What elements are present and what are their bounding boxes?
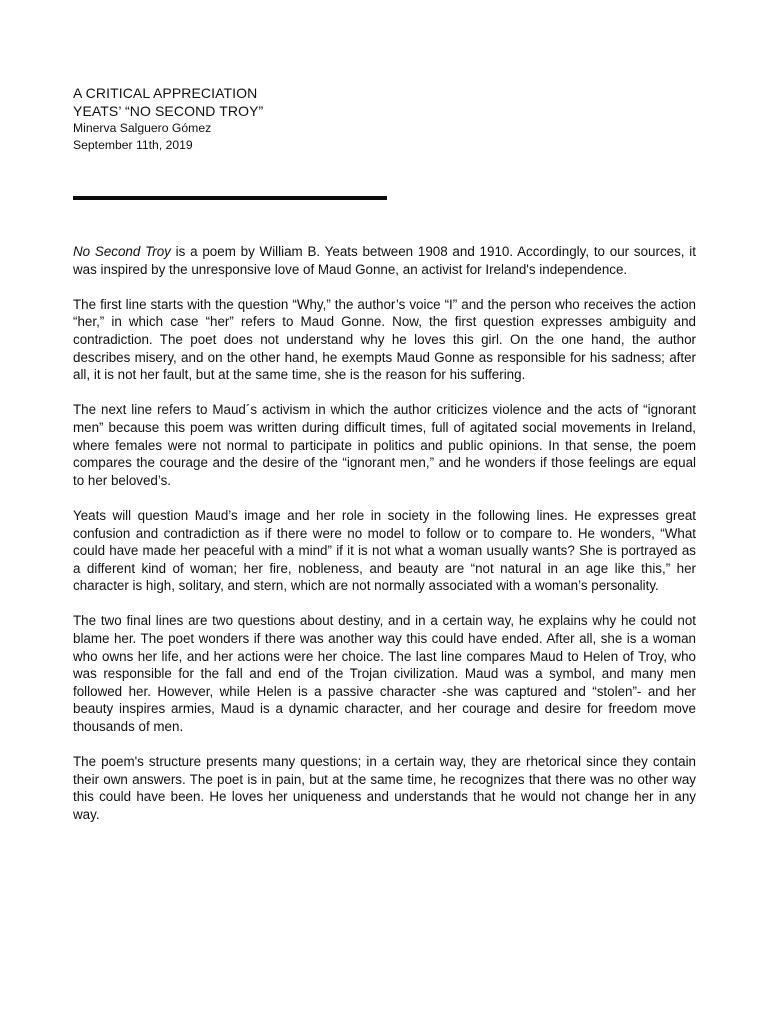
paragraph-6: The poem's structure presents many questions; in a certain way, they are rhetorical since they contain their own answers. The poet is in pain, but at the same time, he recognizes that there was no other way this could have been. He loves her uniqueness and understands that he would not change her in any way. <box>73 754 696 822</box>
paragraph-5: The two final lines are two questions about destiny, and in a certain way, he explains why he could not blame her. The poet wonders if there was another way this could have ended. After all, she is a woman who owns her life, and her actions were her choice. The last line compares Maud to Helen of Troy, who was responsible for the fall and end of the Trojan civilization. Maud was a symbol, and many men followed her. However, while Helen is a passive character -she was captured and “stolen”- and her beauty inspires armies, Maud is a dynamic character, and her courage and desire for freedom move thousands of men. <box>73 613 696 735</box>
paragraph-3: The next line refers to Maud´s activism in which the author criticizes violence and the acts of “ignorant men” because this poem was written during difficult times, full of agitated social movements in Ireland, where females were not normal to participate in politics and public opinions. In that sense, the poem compares the courage and the desire of the “ignorant men,” and he wonders if those feelings are equal to her beloved’s. <box>73 402 696 488</box>
paragraph-1-text: is a poem by William B. Yeats between 1908 and 1910. Accordingly, to our sources, it was inspired by the unresponsive love of Maud Gonne, an activist for Ireland's independence. <box>73 244 696 277</box>
paragraph-1 <box>73 243 696 278</box>
document-page <box>73 84 696 841</box>
essay-body <box>73 243 696 824</box>
document-title: A CRITICAL APPRECIATION <box>73 85 258 101</box>
author-name: Minerva Salguero Gómez <box>73 121 212 135</box>
poem-title-italic: No Second Troy <box>73 244 171 259</box>
horizontal-divider <box>73 196 387 200</box>
document-date: September 11th, 2019 <box>73 138 193 152</box>
document-subtitle: YEATS’ “NO SECOND TROY” <box>73 103 264 119</box>
paragraph-2: The first line starts with the question “Why,” the author’s voice “I” and the person who receives the action “her,” in which case “her” refers to Maud Gonne. Now, the first question expresses ambiguity and contradiction. The poet does not understand why he loves this girl. On the one hand, the author describes misery, and on the other hand, he exempts Maud Gonne as responsible for his sadness; after all, it is not her fault, but at the same time, she is the reason for his suffering. <box>73 296 696 383</box>
paragraph-4: Yeats will question Maud’s image and her role in society in the following lines. He expresses great confusion and contradiction as if there were no model to follow or to compare to. He wonders, “What could have made her peaceful with a mind” if it is not what a woman usually wants? She is portrayed as a different kind of woman; her fire, nobleness, and beauty are “not natural in an age like this,” her character is high, solitary, and stern, which are not normally associated with a woman’s personality. <box>73 507 696 594</box>
